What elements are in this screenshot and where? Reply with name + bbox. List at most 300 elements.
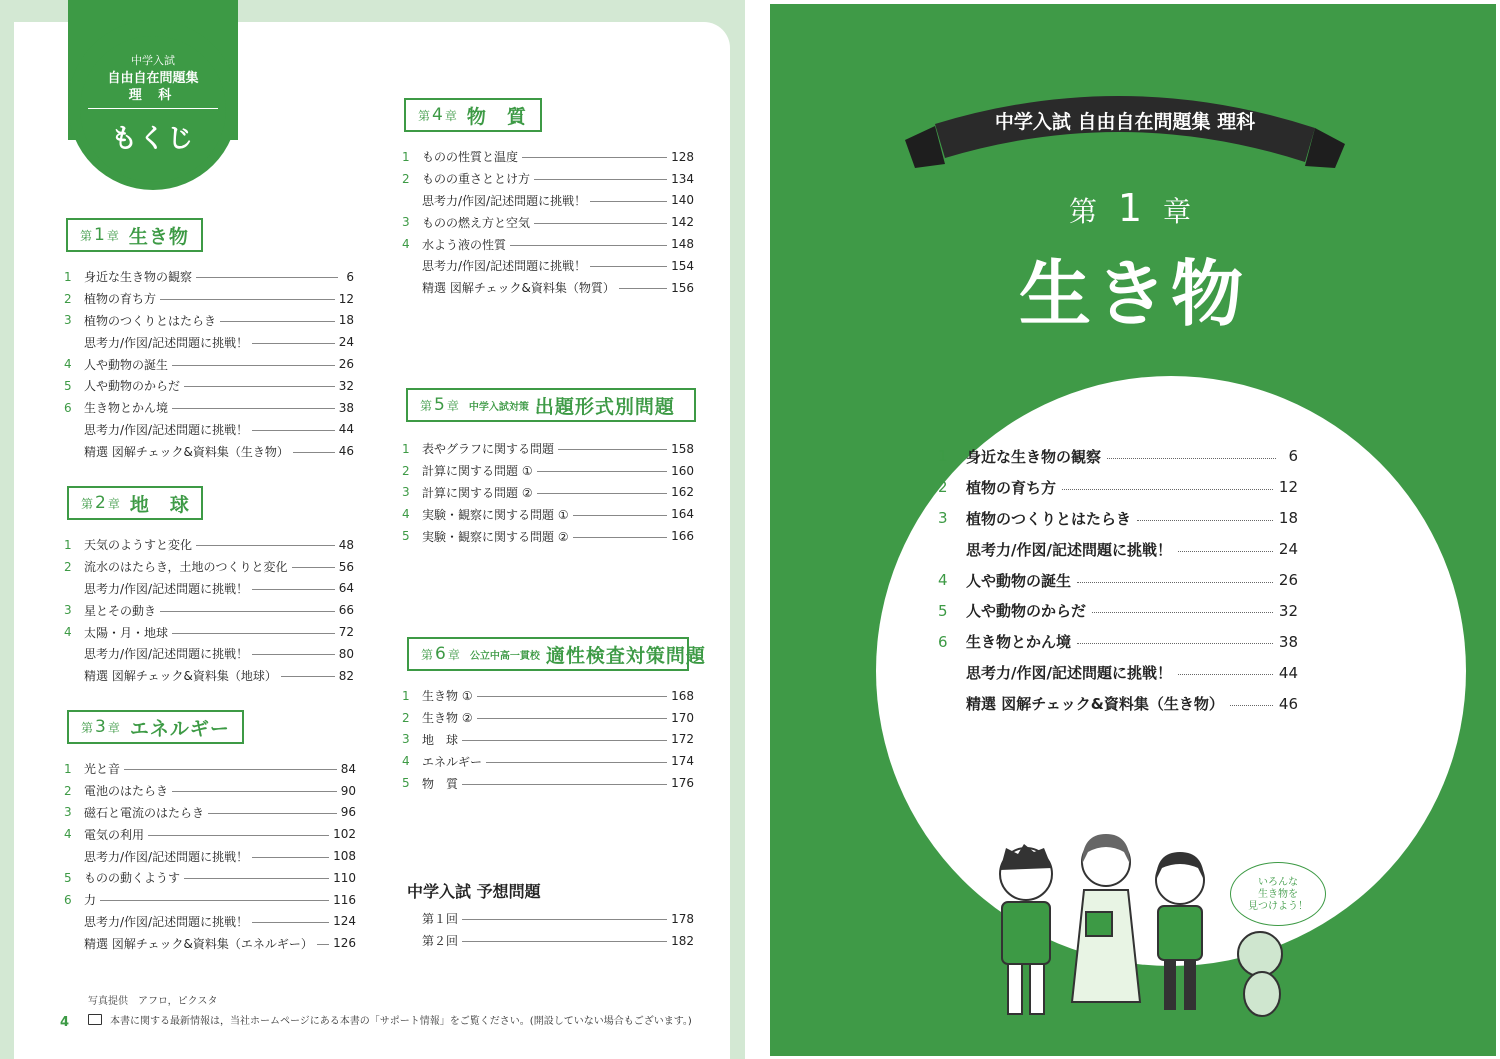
toc-leader [281,676,335,677]
toc-row[interactable] [64,621,354,643]
toc-leader [208,813,337,814]
toc-leader [100,900,329,901]
toc-page: 134 [671,171,694,186]
badge-line3: 理 科 [128,88,178,103]
toc-number: 2 [64,291,72,306]
toc-title: 思考力/作図/記述問題に挑戦！ [84,849,249,864]
toc-leader [252,589,335,590]
toc-page: 166 [671,529,694,544]
toc-number: 6 [64,892,72,907]
toc-page: 38 [1278,632,1298,651]
chapter-number: 第 3 章 [81,717,120,737]
toc-title: 思考力/作図/記述問題に挑戦！ [84,914,249,929]
toc-row[interactable] [64,331,354,353]
toc-leader [537,493,668,494]
toc-title: 生き物 ① [422,689,473,704]
toc-title: 思考力/作図/記述問題に挑戦！ [84,581,249,596]
title-ribbon [905,76,1345,168]
toc-title: 水よう液の性質 [422,237,507,252]
toc-number: 1 [402,149,410,164]
toc-number: 5 [64,378,72,393]
toc-page: 6 [346,269,354,284]
toc-row[interactable] [64,780,356,802]
toc-row[interactable] [402,685,694,707]
toc-page: 12 [1278,478,1298,497]
toc-row[interactable] [64,288,354,310]
toc-title: ものの重さととけ方 [422,172,531,187]
chapter-1-toc [64,266,354,462]
support-note-text: 本書に関する最新情報は，当社ホームページにある本書の「サポート情報」をご覧ください。(開設していない場合もございます。) [110,1016,692,1027]
toc-row[interactable] [938,657,1298,688]
toc-row[interactable] [64,310,354,332]
toc-leader [590,266,667,267]
toc-title: 第１回 [422,912,459,927]
chapter-3-heading[interactable] [67,710,244,744]
characters-illustration [978,822,1338,1042]
toc-title: 実験・観察に関する問題 ② [422,529,569,544]
toc-leader [1092,612,1273,613]
toc-leader [148,835,329,836]
toc-number: 4 [402,507,410,522]
toc-leader [317,944,329,945]
toc-row[interactable] [64,556,354,578]
toc-number: 1 [938,447,948,466]
toc-number: 4 [64,357,72,372]
toc-page: 124 [333,914,356,929]
toc-title: 生き物とかん境 [966,633,1072,652]
toc-row[interactable] [938,441,1298,472]
toc-leader [1178,674,1273,675]
toc-title: 星とその動き [84,603,157,618]
toc-page: 44 [338,422,354,437]
toc-row[interactable] [402,908,694,930]
toc-leader [537,471,668,472]
toc-leader [292,567,335,568]
toc-row[interactable] [64,397,354,419]
toc-title: 人や動物のからだ [966,602,1087,621]
page-number: 4 [60,1015,70,1030]
toc-row[interactable] [64,823,356,845]
toc-number: 1 [64,761,72,776]
toc-number: 3 [402,732,410,747]
toc-page: 156 [671,280,694,295]
toc-title: 精選 図解チェック&資料集（生き物） [84,444,289,459]
toc-page: 24 [1278,540,1298,559]
toc-number: 3 [402,215,410,230]
toc-page: 66 [338,603,354,618]
support-note [88,1012,692,1027]
yoso-title[interactable]: 中学入試 予想問題 [407,882,541,901]
toc-row[interactable] [64,419,354,441]
toc-leader [293,452,335,453]
chapter-subtitle: 中学入試対策 [468,401,529,413]
toc-title: 身近な生き物の観察 [966,447,1102,466]
toc-number: 6 [64,400,72,415]
toc-leader [462,740,667,741]
toc-leader [1107,458,1276,459]
toc-page: 174 [671,754,694,769]
badge-divider [88,108,218,109]
toc-page: 6 [1288,447,1298,466]
toc-page: 168 [671,688,694,703]
toc-row[interactable] [402,772,694,794]
toc-leader [252,343,335,344]
toc-leader [1077,643,1273,644]
left-page-frame [0,0,745,1059]
toc-leader [172,408,335,409]
toc-page: 108 [333,849,356,864]
toc-leader [1077,582,1273,583]
chapter-subtitle: 公立中高一貫校 [469,650,540,662]
toc-page: 18 [1278,509,1298,528]
toc-number: 4 [402,237,410,252]
toc-number: 2 [64,559,72,574]
bubble-line3: 見つけよう！ [1248,901,1308,912]
toc-leader [522,157,667,158]
toc-leader [510,245,667,246]
toc-row[interactable] [402,233,694,255]
toc-page: 46 [338,444,354,459]
badge-label: もくじ [110,124,195,154]
toc-page: 48 [338,537,354,552]
toc-title: ものの性質と温度 [422,150,519,165]
chapter-2-toc [64,534,354,687]
toc-row[interactable] [402,750,694,772]
chapter-number: 第 5 章 [420,395,459,415]
bubble-line1: いろんな [1258,877,1298,888]
toc-page: 26 [1278,571,1298,589]
toc-title: 太陽・月・地球 [84,625,169,640]
toc-number: 3 [64,805,72,820]
toc-leader [477,696,668,697]
toc-title: 光と音 [84,762,121,777]
toc-leader [573,537,668,538]
toc-row[interactable] [402,255,694,277]
toc-page: 162 [671,485,694,500]
toc-row[interactable] [402,460,694,482]
toc-page: 126 [333,936,356,951]
toc-title: 生き物とかん境 [84,401,169,416]
chapter-title: 生き物 [128,225,189,248]
dog-mascot [1238,932,1282,1016]
chapter-label: 第 1 章 [1068,186,1198,230]
chapter-number: 第 1 章 [80,225,119,245]
toc-title: ものの動くようす [84,871,181,886]
toc-number: 2 [402,171,410,186]
toc-page: 158 [671,441,694,456]
toc-row[interactable] [402,525,694,547]
toc-title: 流水のはたらき，土地のつくりと変化 [84,560,288,575]
toc-page: 32 [1278,601,1298,620]
toc-page: 82 [338,668,354,683]
toc-leader [160,299,335,300]
toc-number: 4 [64,625,72,640]
chapter-number: 第 6 章 [421,644,460,664]
toc-number: 1 [402,688,410,703]
right-page [770,4,1496,1056]
toc-row[interactable] [64,643,354,665]
toc-row[interactable] [64,599,354,621]
chapter-big-title: 生き物 [1018,252,1247,336]
toc-number: 6 [938,632,948,651]
toc-page: 142 [671,215,694,230]
chapter-4-toc [402,146,694,299]
yoso-toc [402,908,694,952]
toc-leader [220,321,335,322]
chapter-number: 第 2 章 [81,493,120,513]
toc-leader [1062,489,1273,490]
chapter-2-heading[interactable] [67,486,203,520]
toc-title: 天気のようすと変化 [84,538,193,553]
toc-page: 110 [333,870,356,885]
toc-number: 1 [402,441,410,456]
chapter-title: 出題形式別問題 [534,395,675,418]
toc-leader [160,611,335,612]
toc-row[interactable] [64,353,354,375]
toc-title: 植物のつくりとはたらき [966,509,1132,528]
toc-leader [172,365,335,366]
toc-leader [462,919,667,920]
toc-number: 5 [64,870,72,885]
chapter-title: 物 質 [466,105,527,128]
toc-page: 178 [671,911,694,926]
badge-line2: 自由自在問題集 [107,71,199,86]
toc-number: 5 [402,776,410,791]
toc-page: 32 [338,378,354,393]
toc-row[interactable] [64,758,356,780]
toc-leader [172,791,337,792]
toc-number: 2 [64,783,72,798]
toc-title: 地 球 [422,732,459,747]
toc-leader [252,922,329,923]
toc-leader [184,386,335,387]
toc-page: 38 [338,400,354,415]
toc-leader [1178,551,1273,552]
toc-page: 56 [338,559,354,574]
toc-title: 計算に関する問題 ② [422,485,533,500]
banner-text: 中学入試 自由自在問題集 理科 [994,111,1256,133]
toc-number: 3 [64,603,72,618]
toc-page: 172 [671,732,694,747]
toc-title: エネルギー [422,754,483,769]
boy-character [1000,844,1052,1014]
toc-page: 44 [1278,663,1298,682]
toc-number: 4 [402,754,410,769]
toc-row[interactable] [938,472,1298,503]
toc-row[interactable] [64,867,356,889]
toc-leader [477,718,668,719]
toc-leader [252,654,335,655]
toc-page: 24 [338,335,354,350]
toc-leader [196,545,335,546]
toc-page: 182 [671,933,694,948]
chapter-3-toc [64,758,356,954]
toc-page: 128 [671,149,694,164]
toc-row[interactable] [402,503,694,525]
toc-page: 12 [338,291,354,306]
toc-number: 5 [938,601,948,620]
toc-title: 精選 図解チェック&資料集（物質） [422,281,615,296]
toc-title: ものの燃え方と空気 [422,215,531,230]
toc-leader [486,762,667,763]
toc-title: 磁石と電流のはたらき [84,805,205,820]
toc-title: 電気の利用 [84,827,145,842]
toc-row[interactable] [64,802,356,824]
toc-title: 思考力/作図/記述問題に挑戦！ [422,259,587,274]
toc-title: 思考力/作図/記述問題に挑戦！ [84,422,249,437]
toc-row[interactable] [938,565,1298,596]
badge-line1: 中学入試 [131,54,175,67]
toc-leader [184,878,329,879]
toc-leader [534,223,667,224]
toc-row[interactable] [64,889,356,911]
toc-title: 思考力/作図/記述問題に挑戦！ [84,647,249,662]
toc-page: 18 [338,313,354,328]
toc-leader [590,201,667,202]
toc-title: 植物のつくりとはたらき [84,313,217,328]
toc-title: 第２回 [422,934,459,949]
toc-title: 計算に関する問題 ① [422,464,533,479]
toc-row[interactable] [402,277,694,299]
chapter-title: 地 球 [129,493,190,516]
toc-title: 植物の育ち方 [966,478,1057,497]
toc-leader [252,430,335,431]
toc-row[interactable] [402,707,694,729]
speech-bubble [1230,862,1326,926]
toc-page: 140 [671,193,694,208]
toc-row[interactable] [938,534,1298,565]
chapter-6-toc [402,685,694,794]
chapter-1-heading[interactable] [66,218,203,252]
toc-number: 3 [402,485,410,500]
toc-number: 4 [64,827,72,842]
toc-title: 人や動物の誕生 [84,357,169,372]
toc-page: 26 [338,357,354,372]
chapter-4-heading[interactable] [404,98,542,132]
toc-leader [124,769,337,770]
toc-number: 2 [938,478,948,497]
toc-page: 84 [340,761,356,776]
chapter-6-heading[interactable] [407,637,706,671]
toc-title: 実験・観察に関する問題 ① [422,507,569,522]
toc-page: 90 [340,783,356,798]
toc-row[interactable] [938,595,1298,626]
toc-row[interactable] [402,146,694,168]
toc-row[interactable] [402,438,694,460]
toc-row[interactable] [64,932,356,954]
toc-title: 植物の育ち方 [84,292,157,307]
toc-number: 2 [402,463,410,478]
chapter-1-section-list [938,441,1298,719]
toc-page: 148 [671,237,694,252]
toc-row[interactable] [938,688,1298,719]
toc-title: 力 [84,893,97,908]
toc-number: 3 [64,313,72,328]
toc-row[interactable] [64,911,356,933]
toc-row[interactable] [402,930,694,952]
toc-page: 164 [671,507,694,522]
toc-row[interactable] [402,482,694,504]
toc-row[interactable] [64,665,354,687]
toc-row[interactable] [938,626,1298,657]
toc-title: 生き物 ② [422,711,473,726]
toc-row[interactable] [64,845,356,867]
toc-row[interactable] [64,375,354,397]
toc-leader [573,515,668,516]
toc-page: 154 [671,258,694,273]
chapter-title: エネルギー [129,717,230,740]
toc-leader [1137,520,1273,521]
toc-leader [462,784,667,785]
mokuji-badge [80,36,226,182]
toc-leader [534,179,667,180]
toc-title: 精選 図解チェック&資料集（エネルギー） [84,936,313,951]
toc-page: 46 [1278,694,1298,713]
toc-title: 思考力/作図/記述問題に挑戦！ [966,540,1172,559]
toc-page: 176 [671,776,694,791]
toc-title: 電池のはたらき [84,784,169,799]
toc-title: 表やグラフに関する問題 [422,442,555,457]
toc-title: 物 質 [422,776,459,791]
girl-character [1156,852,1204,1010]
chapter-number: 第 4 章 [418,105,457,125]
toc-page: 170 [671,710,694,725]
toc-row[interactable] [64,578,354,600]
toc-page: 80 [338,646,354,661]
toc-title: 精選 図解チェック&資料集（生き物） [966,695,1224,714]
toc-page: 96 [340,805,356,820]
toc-row[interactable] [402,190,694,212]
toc-title: 思考力/作図/記述問題に挑戦！ [422,193,587,208]
toc-number: 5 [402,529,410,544]
toc-number: 2 [402,710,410,725]
toc-page: 64 [338,581,354,596]
toc-title: 精選 図解チェック&資料集（地球） [84,669,277,684]
chapter-5-heading[interactable] [406,388,696,422]
toc-title: 思考力/作図/記述問題に挑戦！ [84,335,249,350]
toc-leader [462,941,667,942]
toc-leader [196,277,338,278]
toc-title: 人や動物の誕生 [966,571,1072,590]
toc-row[interactable] [64,440,354,462]
chapter-title: 適性検査対策問題 [545,644,706,667]
bubble-line2: 生き物を [1258,889,1298,900]
toc-title: 思考力/作図/記述問題に挑戦！ [966,664,1172,683]
toc-title: 身近な生き物の観察 [84,270,193,285]
toc-leader [558,449,667,450]
toc-row[interactable] [938,503,1298,534]
toc-leader [1230,705,1273,706]
toc-number: 4 [938,571,948,589]
toc-number: 3 [938,509,948,528]
toc-page: 102 [333,827,356,842]
toc-leader [252,857,329,858]
toc-row[interactable] [64,534,354,556]
toc-row[interactable] [402,211,694,233]
teacher-character [1072,834,1140,1002]
toc-row[interactable] [64,266,354,288]
toc-leader [172,633,335,634]
toc-row[interactable] [402,729,694,751]
toc-row[interactable] [402,168,694,190]
toc-page: 160 [671,463,694,478]
toc-leader [619,288,667,289]
chapter-5-toc [402,438,694,547]
toc-number: 1 [64,537,72,552]
toc-page: 116 [333,892,356,907]
toc-title: 人や動物のからだ [84,379,181,394]
computer-icon [88,1014,102,1025]
